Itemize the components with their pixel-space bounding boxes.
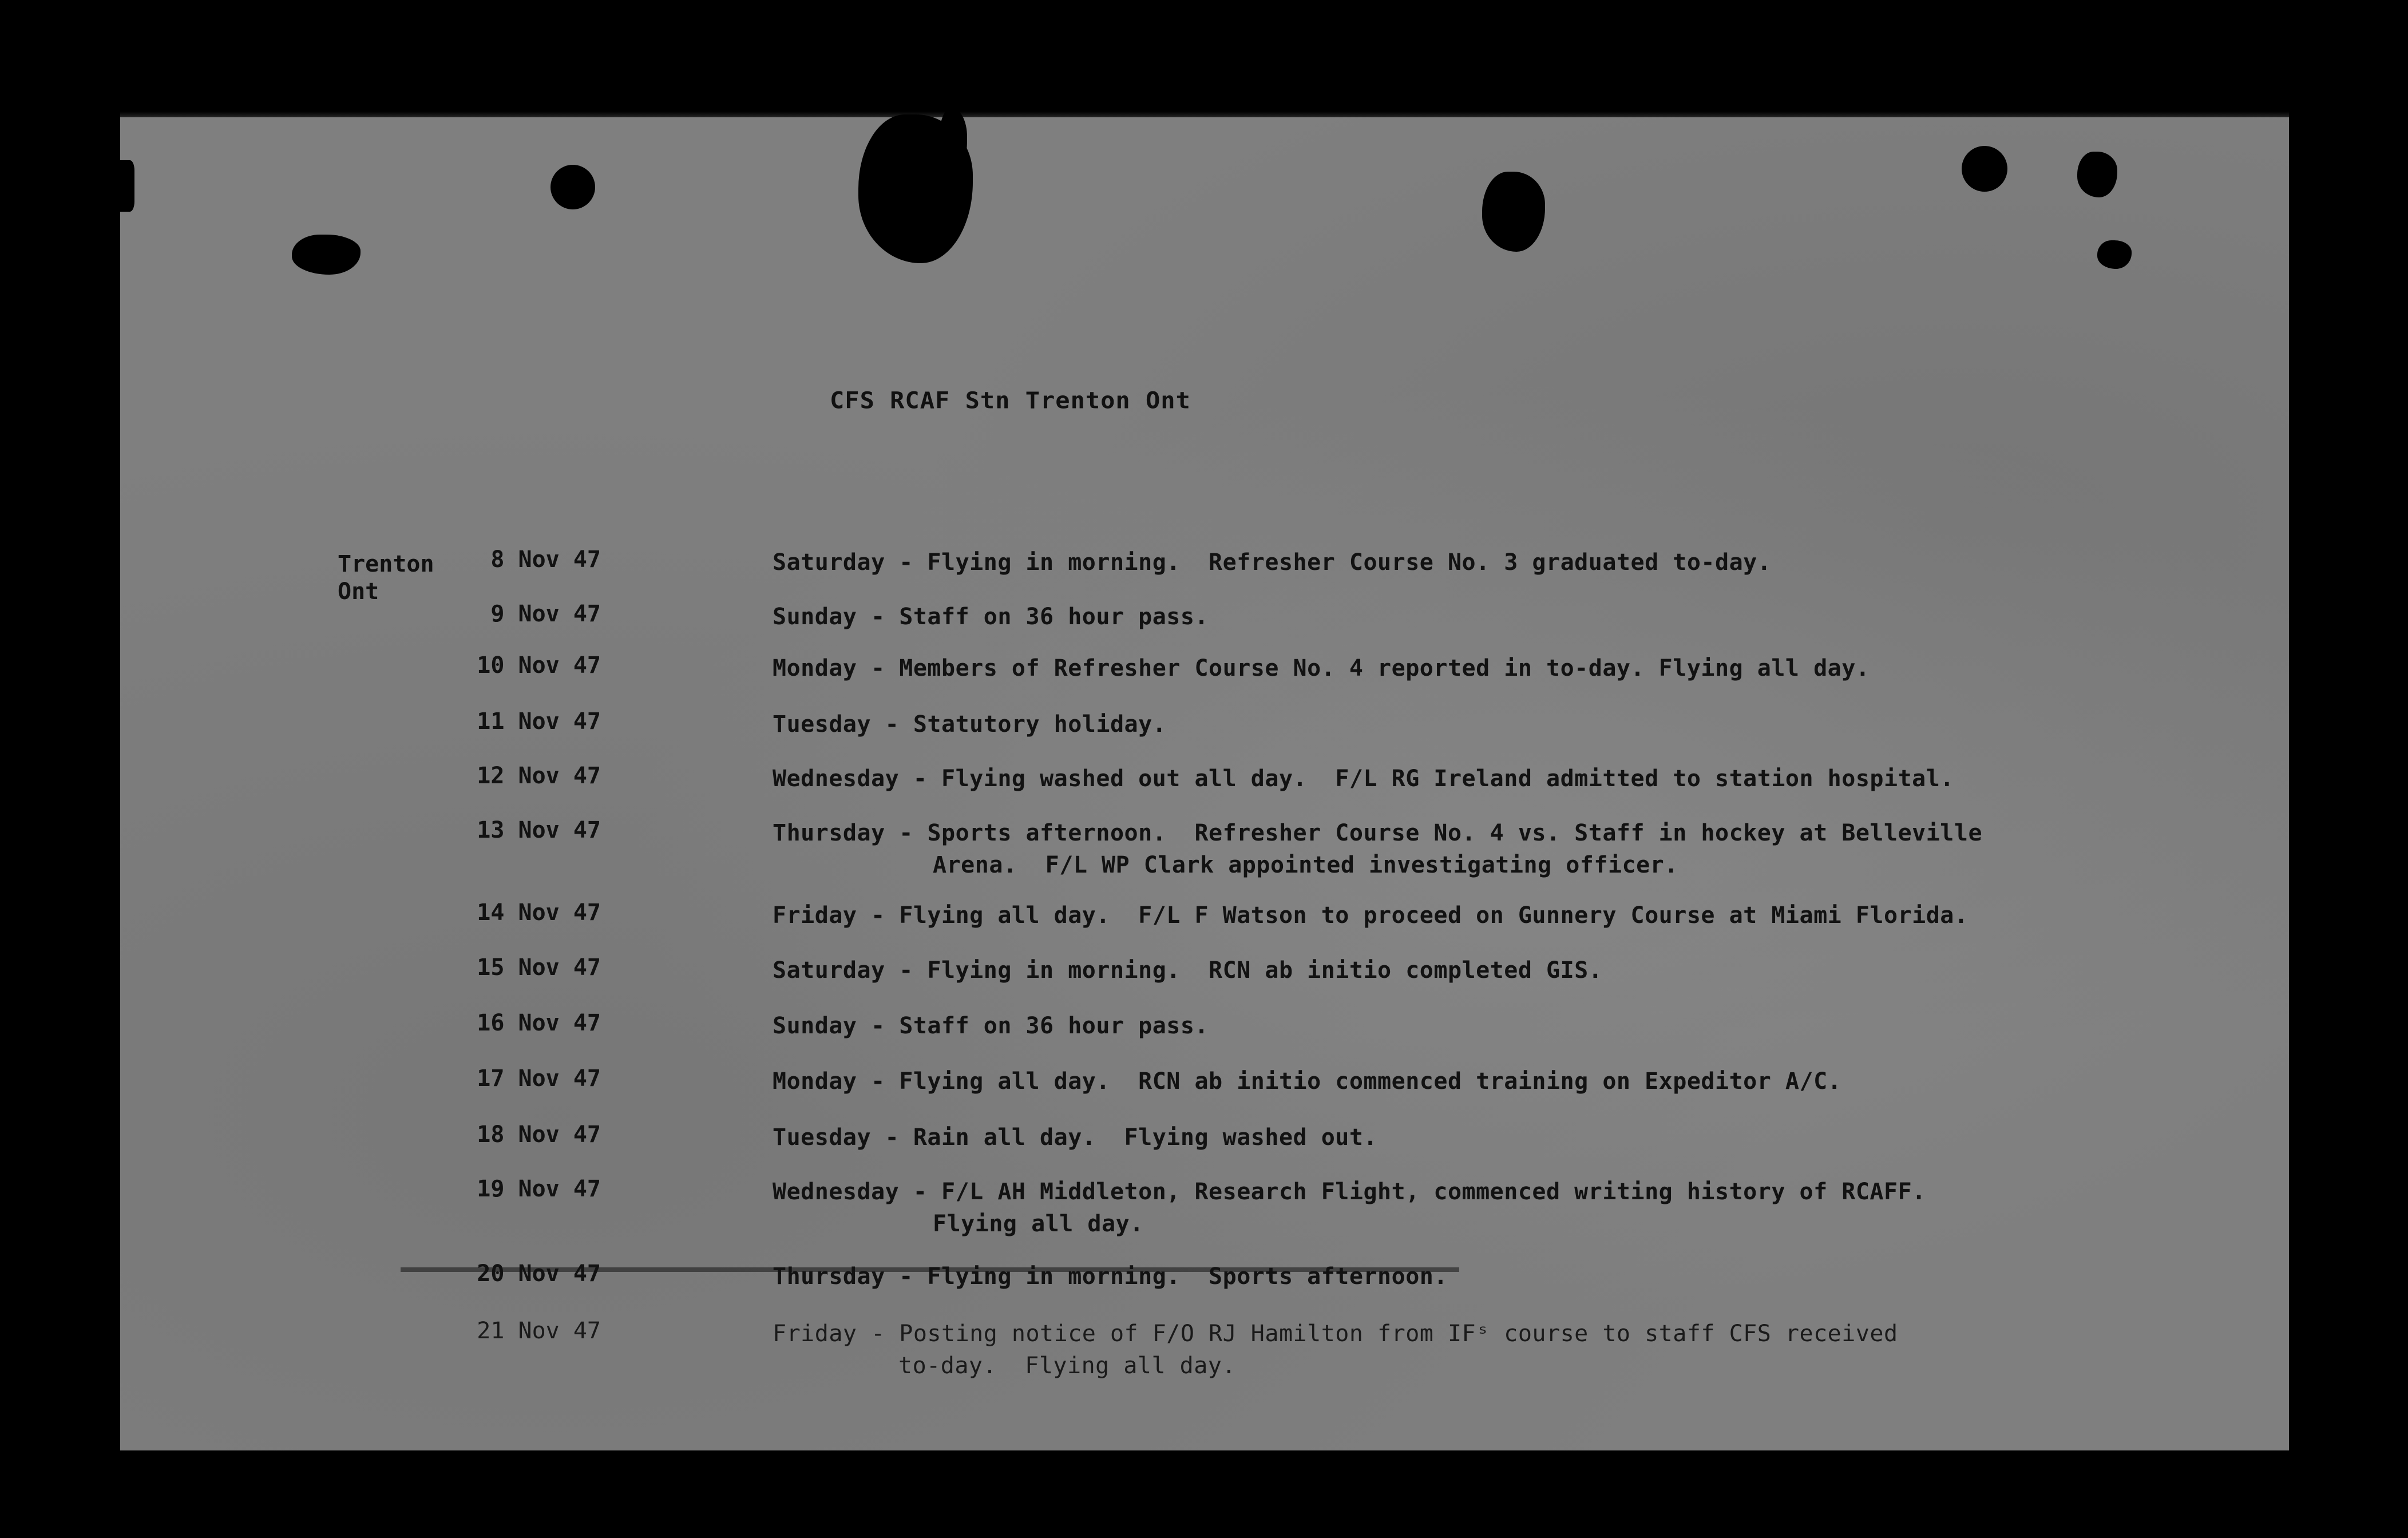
torn-hole: [938, 109, 967, 177]
entry-date: 10 Nov 47: [477, 652, 601, 679]
entry-date: 18 Nov 47: [477, 1121, 601, 1148]
corner-edge: [112, 160, 134, 212]
entry-date: 21 Nov 47: [477, 1318, 601, 1344]
entry-text: Wednesday - Flying washed out all day. F/L RG Ireland admitted to station hospital.: [773, 766, 1954, 792]
torn-hole: [2097, 240, 2132, 269]
entry-date: 16 Nov 47: [477, 1010, 601, 1036]
entry-text: Saturday - Flying in morning. Refresher Course No. 3 graduated to-day.: [773, 549, 1772, 576]
entry-text: Thursday - Sports afternoon. Refresher Course No. 4 vs. Staff in hockey at Belleville Arena. F/L WP Clark appointed investigating officer.: [773, 820, 1983, 878]
entry-date: 15 Nov 47: [477, 954, 601, 981]
punch-hole: [550, 165, 595, 209]
entry-date: 19 Nov 47: [477, 1176, 601, 1202]
entry-date: 17 Nov 47: [477, 1065, 601, 1092]
torn-hole: [292, 235, 361, 275]
entry-text: Monday - Members of Refresher Course No. 4 reported in to-day. Flying all day.: [773, 655, 1870, 681]
entry-date: 14 Nov 47: [477, 899, 601, 926]
entry-date: 8 Nov 47: [490, 546, 601, 573]
entry-text: Sunday - Staff on 36 hour pass.: [773, 604, 1209, 630]
location-label: Trenton Ont: [338, 551, 434, 605]
torn-hole: [1482, 172, 1545, 252]
document-title: CFS RCAF Stn Trenton Ont: [830, 387, 1191, 414]
entry-text: Monday - Flying all day. RCN ab initio commenced training on Expeditor A/C.: [773, 1068, 1842, 1095]
entry-text: Thursday - Flying in morning. Sports afternoon.: [773, 1263, 1448, 1290]
entry-date: 9 Nov 47: [490, 601, 601, 627]
entry-text: Tuesday - Statutory holiday.: [773, 711, 1167, 738]
entry-text: Friday - Posting notice of F/O RJ Hamilton from IFˢ course to staff CFS received to-day. Flying all day.: [773, 1321, 1898, 1379]
punch-hole: [1962, 146, 2007, 192]
entry-date: 13 Nov 47: [477, 817, 601, 843]
torn-hole: [2077, 152, 2117, 197]
entry-text: Tuesday - Rain all day. Flying washed out.: [773, 1124, 1378, 1151]
entry-date: 20 Nov 47: [477, 1260, 601, 1287]
entry-date: 11 Nov 47: [477, 708, 601, 735]
entry-text: Wednesday - F/L AH Middleton, Research Flight, commenced writing history of RCAFF. Flying all day.: [773, 1179, 1926, 1237]
entry-text: Friday - Flying all day. F/L F Watson to proceed on Gunnery Course at Miami Florida.: [773, 902, 1969, 929]
entry-text: Sunday - Staff on 36 hour pass.: [773, 1013, 1209, 1039]
entry-date: 12 Nov 47: [477, 763, 601, 789]
entry-text: Saturday - Flying in morning. RCN ab initio completed GIS.: [773, 957, 1603, 984]
